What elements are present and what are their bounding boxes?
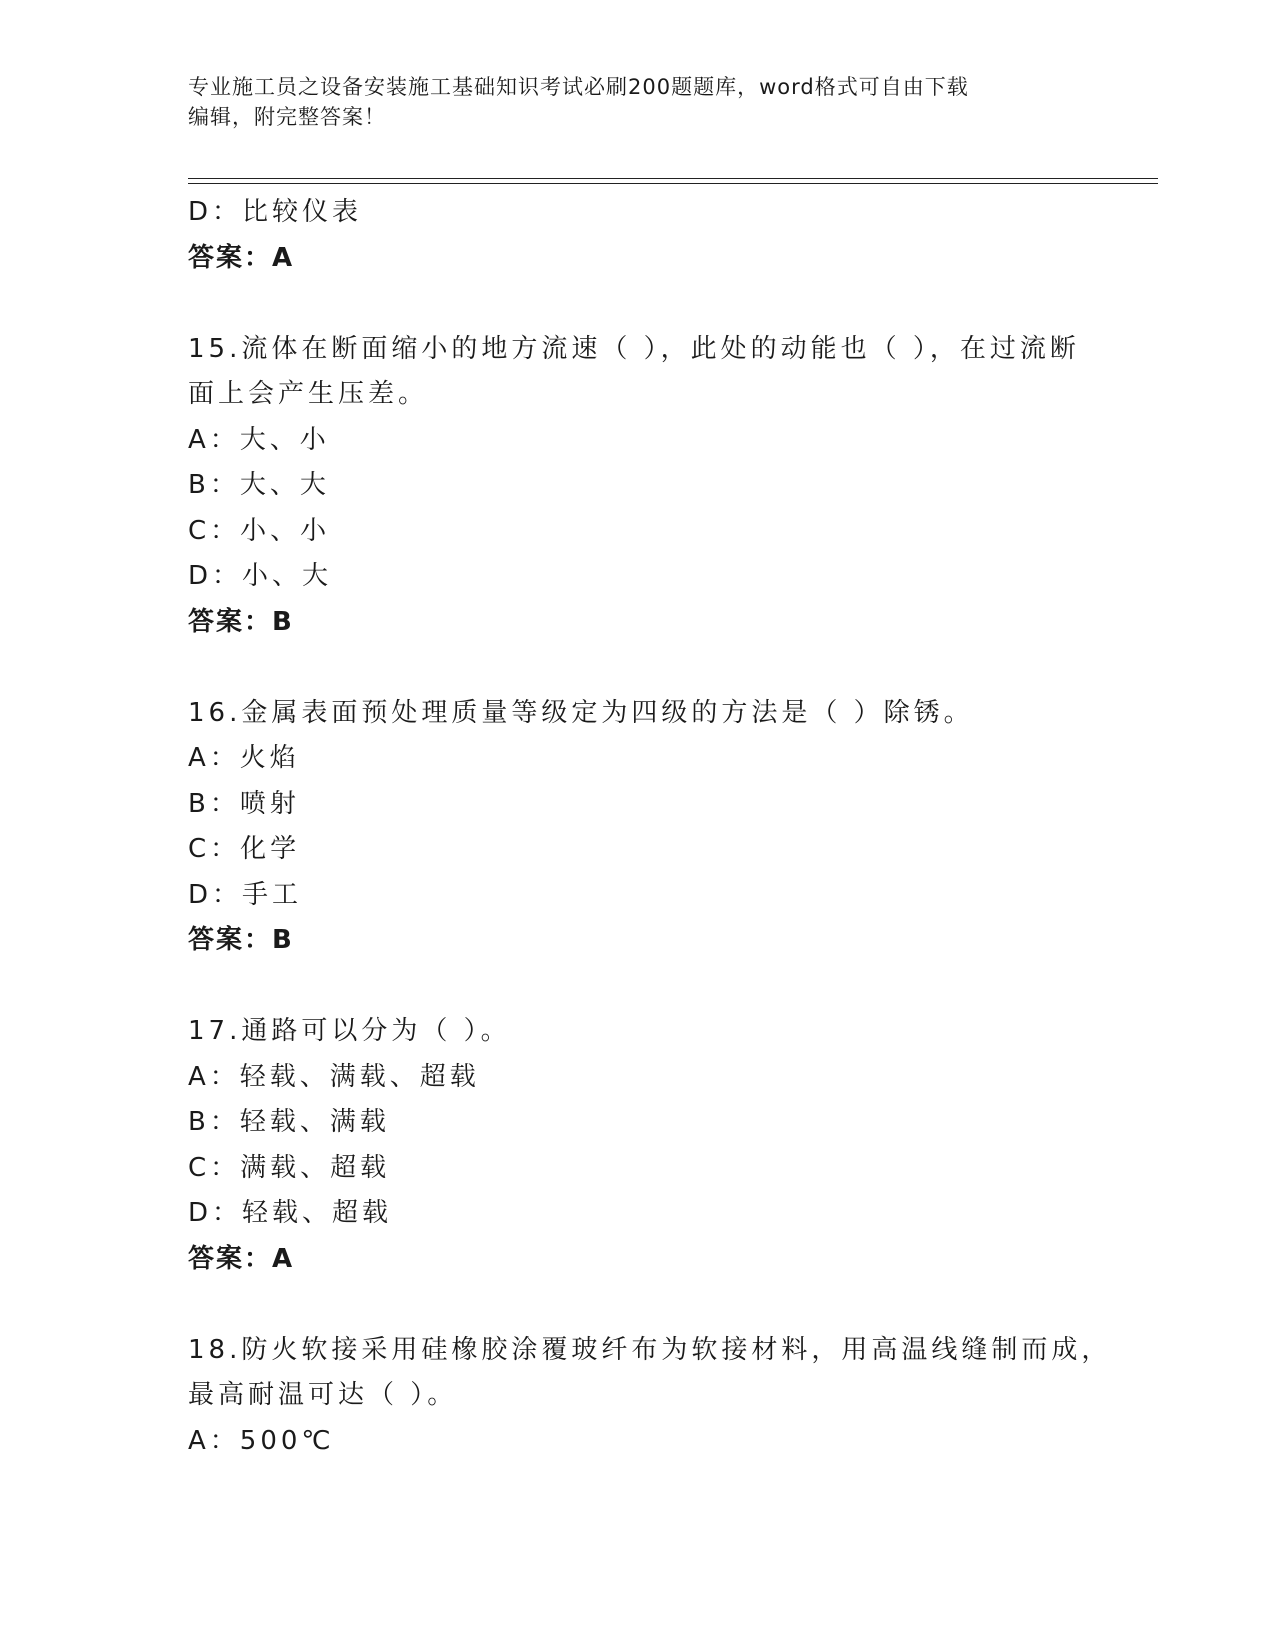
question-15-stem-line-1: 15.流体在断面缩小的地方流速（ ），此处的动能也（ ），在过流断 xyxy=(188,333,1080,364)
question-18-stem-line-1: 18.防火软接采用硅橡胶涂覆玻纤布为软接材料，用高温线缝制而成， xyxy=(188,1334,1112,1365)
option-a: A：500℃ xyxy=(188,1425,335,1456)
option-b: B：轻载、满载 xyxy=(188,1107,390,1137)
spacer xyxy=(188,645,1088,691)
option-b: B：大、大 xyxy=(188,470,330,500)
option-b: B：喷射 xyxy=(188,788,300,819)
answer-line: 答案：A xyxy=(188,242,295,273)
header-line-2: 编辑，附完整答案！ xyxy=(188,105,386,129)
option-d: D：轻载、超载 xyxy=(188,1198,393,1228)
spacer xyxy=(188,1282,1088,1328)
option-a: A：火焰 xyxy=(188,743,300,773)
spacer xyxy=(188,281,1088,327)
header-rule-bottom xyxy=(188,183,1158,184)
option-d: D：小、大 xyxy=(188,561,333,591)
option-a: A：大、小 xyxy=(188,424,330,455)
answer-line: 答案：B xyxy=(188,925,294,955)
question-17-stem: 17.通路可以分为（ ）。 xyxy=(188,1016,511,1046)
option-c: C：满载、超载 xyxy=(188,1152,391,1183)
option-d: D：手工 xyxy=(188,879,303,910)
option-d: D：比较仪表 xyxy=(188,197,363,227)
option-c: C：小、小 xyxy=(188,515,331,546)
document-header xyxy=(188,72,1088,132)
answer-line: 答案：B xyxy=(188,606,294,637)
question-18-stem-line-2: 最高耐温可达（ ）。 xyxy=(188,1380,458,1410)
question-15-stem-line-2: 面上会产生压差。 xyxy=(188,379,429,409)
header-line-1: 专业施工员之设备安装施工基础知识考试必刷200题题库，word格式可自由下载 xyxy=(188,75,969,99)
question-16-stem: 16.金属表面预处理质量等级定为四级的方法是（ ）除锈。 xyxy=(188,697,974,728)
header-rule-top xyxy=(188,178,1158,179)
question-content xyxy=(188,190,1112,1464)
answer-line: 答案：A xyxy=(188,1243,295,1274)
option-c: C：化学 xyxy=(188,834,301,864)
spacer xyxy=(188,964,1088,1010)
option-a: A：轻载、满载、超载 xyxy=(188,1061,480,1092)
